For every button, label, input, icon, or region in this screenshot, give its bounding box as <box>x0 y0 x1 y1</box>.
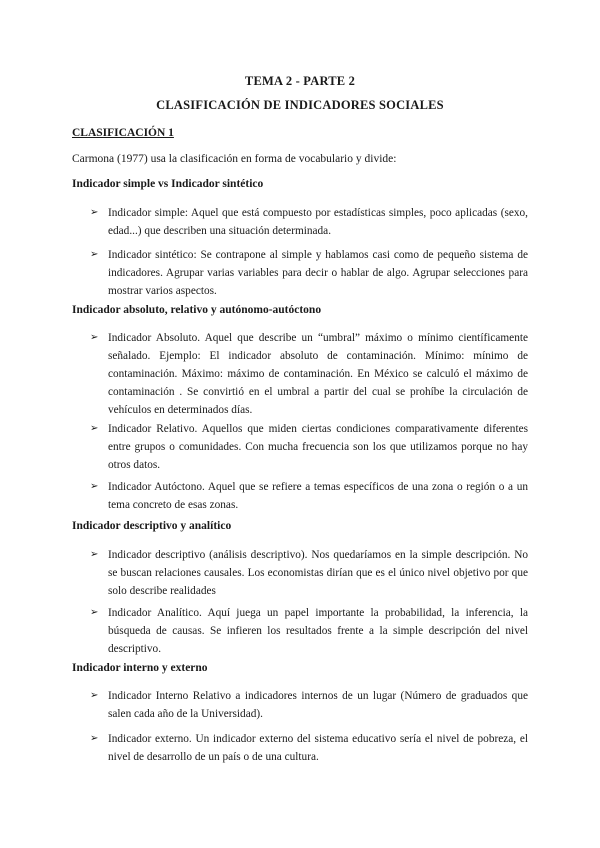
group-heading-absoluto-relativo: Indicador absoluto, relativo y autónomo-autóctono <box>72 304 322 316</box>
list-item <box>90 329 528 419</box>
section-heading: CLASIFICACIÓN 1 <box>72 127 174 139</box>
arrow-bullet-icon: ➢ <box>90 481 99 492</box>
arrow-bullet-icon: ➢ <box>90 733 99 744</box>
list-item <box>90 420 528 474</box>
document-subtitle: CLASIFICACIÓN DE INDICADORES SOCIALES <box>156 98 444 112</box>
list-item-text: Indicador Autóctono. Aquel que se refiere a temas específicos de una zona o región o a un tema concreto de esas zonas. <box>108 481 528 511</box>
list-item-text: Indicador sintético: Se contrapone al simple y hablamos casi como de pequeño sistema de indicadores. Agrupar varias variables para decir o hablar de algo. Agrupar selecciones para mostrar varios aspectos. <box>108 249 528 297</box>
list-item-text: Indicador Relativo. Aquellos que miden ciertas condiciones comparativamente diferentes entre grupos o comunidades. Con mucha frecuencia son los que utilizamos porque no hay otros datos. <box>108 423 528 471</box>
list-item <box>90 478 528 514</box>
arrow-bullet-icon: ➢ <box>90 607 99 618</box>
arrow-bullet-icon: ➢ <box>90 690 99 701</box>
list-item <box>90 687 528 723</box>
arrow-bullet-icon: ➢ <box>90 423 99 434</box>
list-item-text: Indicador Interno Relativo a indicadores internos de un lugar (Número de graduados que salen cada año de la Universidad). <box>108 690 528 720</box>
group-heading-descriptivo-analitico: Indicador descriptivo y analítico <box>72 520 232 532</box>
intro-paragraph: Carmona (1977) usa la clasificación en forma de vocabulario y divide: <box>72 153 397 165</box>
list-item <box>90 204 528 240</box>
list-item <box>90 546 528 600</box>
group-heading-simple-sintetico: Indicador simple vs Indicador sintético <box>72 178 264 190</box>
list-item-text: Indicador descriptivo (análisis descriptivo). Nos quedaríamos en la simple descripción. No se buscan relaciones causales. Los economistas dirían que es el único nivel objetivo por que solo describe realidades <box>108 549 528 597</box>
list-item-text: Indicador Analítico. Aquí juega un papel importante la probabilidad, la inferencia, la búsqueda de causas. Se infieren los resultados frente a la simple descripción del nivel descriptivo. <box>108 607 528 655</box>
document-title: TEMA 2 - PARTE 2 <box>244 74 356 88</box>
list-item-text: Indicador externo. Un indicador externo del sistema educativo sería el nivel de pobreza, el nivel de desarrollo de un país o de una cultura. <box>108 733 528 763</box>
arrow-bullet-icon: ➢ <box>90 332 99 343</box>
list-item-text: Indicador simple: Aquel que está compuesto por estadísticas simples, poco aplicadas (sexo, edad...) que describen una situación determinada. <box>108 207 528 237</box>
list-item <box>90 604 528 658</box>
group-heading-interno-externo: Indicador interno y externo <box>72 662 208 674</box>
arrow-bullet-icon: ➢ <box>90 207 99 218</box>
arrow-bullet-icon: ➢ <box>90 549 99 560</box>
list-item <box>90 246 528 300</box>
list-item <box>90 730 528 766</box>
list-item-text: Indicador Absoluto. Aquel que describe un “umbral” máximo o mínimo científicamente señalado. Ejemplo: El indicador absoluto de contaminación. Mínimo: mínimo de contaminación. Máximo: máximo de contaminación. En México se calculó el máximo de contaminación . Se convirtió en el umbral a partir del cual se prohíbe la circulación de vehículos en determinados días. <box>108 332 528 416</box>
arrow-bullet-icon: ➢ <box>90 249 99 260</box>
